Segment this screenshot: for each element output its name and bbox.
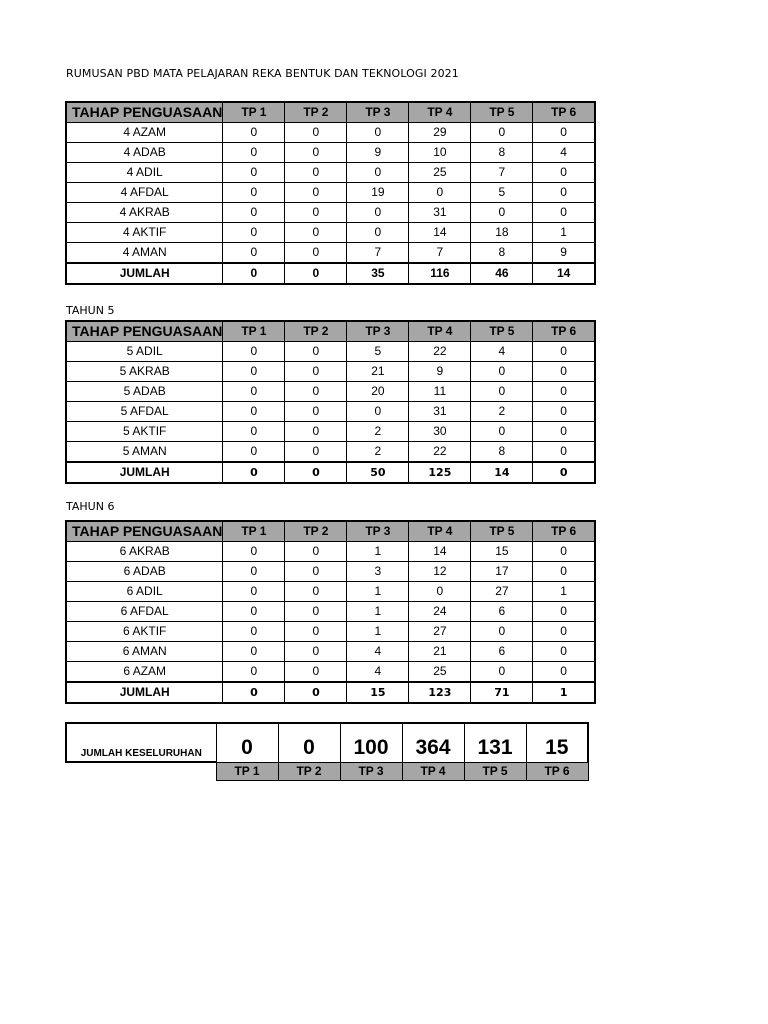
tp-count-cell: 17 — [471, 562, 533, 582]
tp-count-cell: 31 — [409, 402, 471, 422]
total-value-cell: 15 — [347, 682, 409, 703]
total-value-cell: 125 — [409, 462, 471, 483]
tp-count-cell: 2 — [347, 442, 409, 463]
header-tp5: TP 5 — [471, 521, 533, 542]
tp-count-cell: 0 — [223, 203, 285, 223]
class-name-cell: 6 ADIL — [66, 582, 223, 602]
total-value-cell: 0 — [533, 462, 595, 483]
tp-count-cell: 0 — [285, 123, 347, 143]
table-row — [66, 203, 595, 223]
header-tahap-penguasaan: TAHAP PENGUASAAN — [66, 102, 223, 123]
tp-count-cell: 4 — [347, 642, 409, 662]
summary-values-row — [66, 723, 588, 762]
summary-value-tp6: 15 — [526, 723, 588, 762]
table-row — [66, 642, 595, 662]
tp-count-cell: 4 — [347, 662, 409, 683]
tp-count-cell: 0 — [223, 662, 285, 683]
class-name-cell: 6 AKRAB — [66, 542, 223, 562]
summary-label: JUMLAH KESELURUHAN — [66, 723, 216, 762]
summary-value-tp2: 0 — [278, 723, 340, 762]
header-tp6: TP 6 — [533, 521, 595, 542]
class-name-cell: 5 AFDAL — [66, 402, 223, 422]
tp-count-cell: 0 — [223, 223, 285, 243]
class-name-cell: 4 ADAB — [66, 143, 223, 163]
tp-count-cell: 3 — [347, 562, 409, 582]
tp-count-cell: 0 — [285, 203, 347, 223]
summary-header-row — [66, 762, 588, 780]
header-tp3: TP 3 — [347, 521, 409, 542]
table-row — [66, 542, 595, 562]
class-name-cell: 4 ADIL — [66, 163, 223, 183]
table-row — [66, 243, 595, 264]
tp-count-cell: 0 — [471, 203, 533, 223]
tp-count-cell: 11 — [409, 382, 471, 402]
table-row — [66, 422, 595, 442]
summary-header-tp3: TP 3 — [340, 762, 402, 780]
tp-count-cell: 14 — [409, 542, 471, 562]
tp-count-cell: 0 — [533, 163, 595, 183]
summary-header-tp2: TP 2 — [278, 762, 340, 780]
tp-count-cell: 1 — [347, 602, 409, 622]
tp-count-cell: 21 — [409, 642, 471, 662]
header-tp1: TP 1 — [223, 521, 285, 542]
tp-count-cell: 1 — [533, 582, 595, 602]
class-name-cell: 5 ADIL — [66, 342, 223, 362]
summary-value-tp3: 100 — [340, 723, 402, 762]
tp-count-cell: 4 — [533, 143, 595, 163]
tp-count-cell: 0 — [223, 123, 285, 143]
header-tp6: TP 6 — [533, 102, 595, 123]
tp-count-cell: 0 — [223, 143, 285, 163]
class-name-cell: 4 AMAN — [66, 243, 223, 264]
tp-count-cell: 0 — [285, 442, 347, 463]
table-row — [66, 562, 595, 582]
total-label-cell: JUMLAH — [66, 263, 223, 284]
total-value-cell: 0 — [285, 263, 347, 284]
tp-count-cell: 0 — [533, 602, 595, 622]
section-label-tahun-5: TAHUN 5 — [66, 304, 115, 317]
tp-count-cell: 0 — [347, 223, 409, 243]
table-row — [66, 123, 595, 143]
table-row — [66, 382, 595, 402]
total-value-cell: 0 — [223, 263, 285, 284]
tp-count-cell: 0 — [223, 382, 285, 402]
table-row — [66, 183, 595, 203]
tp-count-cell: 0 — [223, 582, 285, 602]
header-tp6: TP 6 — [533, 321, 595, 342]
tp-count-cell: 0 — [533, 422, 595, 442]
class-name-cell: 6 ADAB — [66, 562, 223, 582]
total-value-cell: 14 — [471, 462, 533, 483]
tp-count-cell: 0 — [471, 362, 533, 382]
tp-count-cell: 0 — [285, 342, 347, 362]
header-tp3: TP 3 — [347, 102, 409, 123]
header-tp3: TP 3 — [347, 321, 409, 342]
total-value-cell: 50 — [347, 462, 409, 483]
total-value-cell: 35 — [347, 263, 409, 284]
tp-count-cell: 0 — [285, 662, 347, 683]
header-tp4: TP 4 — [409, 102, 471, 123]
tp-count-cell: 9 — [409, 362, 471, 382]
table-row — [66, 622, 595, 642]
tp-count-cell: 0 — [347, 163, 409, 183]
tp-count-cell: 24 — [409, 602, 471, 622]
class-name-cell: 6 AKTIF — [66, 622, 223, 642]
summary-header-tp6: TP 6 — [526, 762, 588, 780]
tp-count-cell: 0 — [533, 123, 595, 143]
tp-count-cell: 9 — [347, 143, 409, 163]
tp-count-cell: 7 — [471, 163, 533, 183]
table-tahun-6 — [65, 520, 596, 704]
tp-count-cell: 6 — [471, 602, 533, 622]
tp-count-cell: 22 — [409, 342, 471, 362]
tp-count-cell: 0 — [533, 183, 595, 203]
summary-value-tp1: 0 — [216, 723, 278, 762]
tp-count-cell: 0 — [223, 642, 285, 662]
tp-count-cell: 0 — [223, 442, 285, 463]
total-row — [66, 263, 595, 284]
tp-count-cell: 8 — [471, 143, 533, 163]
header-tp4: TP 4 — [409, 321, 471, 342]
tp-count-cell: 1 — [347, 582, 409, 602]
tp-count-cell: 0 — [285, 382, 347, 402]
table-row — [66, 662, 595, 683]
tp-count-cell: 0 — [223, 183, 285, 203]
class-name-cell: 5 ADAB — [66, 382, 223, 402]
tp-count-cell: 27 — [471, 582, 533, 602]
table-header-row — [66, 521, 595, 542]
tp-count-cell: 0 — [533, 642, 595, 662]
total-label-cell: JUMLAH — [66, 462, 223, 483]
tp-count-cell: 19 — [347, 183, 409, 203]
tp-count-cell: 0 — [285, 642, 347, 662]
tp-count-cell: 0 — [223, 402, 285, 422]
tp-count-cell: 0 — [285, 223, 347, 243]
tp-count-cell: 0 — [533, 362, 595, 382]
tp-count-cell: 6 — [471, 642, 533, 662]
tp-count-cell: 1 — [347, 622, 409, 642]
table-jumlah-keseluruhan — [65, 722, 589, 781]
tp-count-cell: 0 — [223, 602, 285, 622]
table-header-row — [66, 102, 595, 123]
tp-count-cell: 0 — [285, 183, 347, 203]
tp-count-cell: 0 — [223, 562, 285, 582]
summary-value-tp5: 131 — [464, 723, 526, 762]
table-row — [66, 163, 595, 183]
tp-count-cell: 0 — [533, 382, 595, 402]
total-value-cell: 1 — [533, 682, 595, 703]
tp-count-cell: 2 — [347, 422, 409, 442]
tp-count-cell: 0 — [409, 183, 471, 203]
tp-count-cell: 0 — [285, 542, 347, 562]
tp-count-cell: 0 — [285, 422, 347, 442]
tp-count-cell: 0 — [533, 622, 595, 642]
class-name-cell: 5 AKTIF — [66, 422, 223, 442]
table-row — [66, 602, 595, 622]
tp-count-cell: 9 — [533, 243, 595, 264]
class-name-cell: 6 AFDAL — [66, 602, 223, 622]
tp-count-cell: 0 — [471, 382, 533, 402]
page-title: RUMUSAN PBD MATA PELAJARAN REKA BENTUK DAN TEKNOLOGI 2021 — [66, 67, 459, 80]
class-name-cell: 6 AMAN — [66, 642, 223, 662]
tp-count-cell: 5 — [347, 342, 409, 362]
tp-count-cell: 5 — [471, 183, 533, 203]
tp-count-cell: 0 — [347, 123, 409, 143]
total-value-cell: 0 — [285, 682, 347, 703]
tp-count-cell: 0 — [533, 562, 595, 582]
summary-header-tp1: TP 1 — [216, 762, 278, 780]
tp-count-cell: 0 — [533, 203, 595, 223]
tp-count-cell: 0 — [471, 123, 533, 143]
class-name-cell: 4 AFDAL — [66, 183, 223, 203]
table-row — [66, 402, 595, 422]
tp-count-cell: 0 — [533, 442, 595, 463]
tp-count-cell: 14 — [409, 223, 471, 243]
class-name-cell: 5 AKRAB — [66, 362, 223, 382]
tp-count-cell: 0 — [285, 582, 347, 602]
tp-count-cell: 0 — [409, 582, 471, 602]
total-value-cell: 116 — [409, 263, 471, 284]
header-tp1: TP 1 — [223, 321, 285, 342]
tp-count-cell: 7 — [347, 243, 409, 264]
table-row — [66, 143, 595, 163]
tp-count-cell: 10 — [409, 143, 471, 163]
table-tahun-5 — [65, 320, 596, 484]
total-value-cell: 46 — [471, 263, 533, 284]
header-tp2: TP 2 — [285, 321, 347, 342]
table-row — [66, 582, 595, 602]
tp-count-cell: 0 — [347, 203, 409, 223]
tp-count-cell: 0 — [223, 362, 285, 382]
total-value-cell: 0 — [223, 682, 285, 703]
tp-count-cell: 0 — [223, 243, 285, 264]
tp-count-cell: 1 — [347, 542, 409, 562]
tp-count-cell: 0 — [347, 402, 409, 422]
tp-count-cell: 0 — [471, 422, 533, 442]
class-name-cell: 4 AKTIF — [66, 223, 223, 243]
tp-count-cell: 0 — [471, 662, 533, 683]
tp-count-cell: 8 — [471, 442, 533, 463]
header-tp4: TP 4 — [409, 521, 471, 542]
tp-count-cell: 0 — [285, 562, 347, 582]
section-label-tahun-6: TAHUN 6 — [66, 500, 115, 513]
tp-count-cell: 25 — [409, 163, 471, 183]
total-row — [66, 462, 595, 483]
summary-header-tp4: TP 4 — [402, 762, 464, 780]
tp-count-cell: 0 — [223, 622, 285, 642]
tp-count-cell: 0 — [533, 402, 595, 422]
tp-count-cell: 0 — [223, 542, 285, 562]
tp-count-cell: 18 — [471, 223, 533, 243]
table-tahun-4 — [65, 101, 596, 285]
tp-count-cell: 0 — [223, 163, 285, 183]
tp-count-cell: 27 — [409, 622, 471, 642]
tp-count-cell: 0 — [285, 602, 347, 622]
tp-count-cell: 31 — [409, 203, 471, 223]
class-name-cell: 4 AZAM — [66, 123, 223, 143]
header-tahap-penguasaan: TAHAP PENGUASAAN — [66, 321, 223, 342]
class-name-cell: 6 AZAM — [66, 662, 223, 683]
table-row — [66, 362, 595, 382]
total-value-cell: 14 — [533, 263, 595, 284]
tp-count-cell: 15 — [471, 542, 533, 562]
tp-count-cell: 0 — [533, 542, 595, 562]
tp-count-cell: 4 — [471, 342, 533, 362]
tp-count-cell: 21 — [347, 362, 409, 382]
tp-count-cell: 0 — [285, 402, 347, 422]
tp-count-cell: 22 — [409, 442, 471, 463]
tp-count-cell: 1 — [533, 223, 595, 243]
tp-count-cell: 20 — [347, 382, 409, 402]
header-tp1: TP 1 — [223, 102, 285, 123]
total-row — [66, 682, 595, 703]
header-tp5: TP 5 — [471, 102, 533, 123]
tp-count-cell: 0 — [285, 143, 347, 163]
tp-count-cell: 0 — [223, 342, 285, 362]
class-name-cell: 4 AKRAB — [66, 203, 223, 223]
tp-count-cell: 8 — [471, 243, 533, 264]
tp-count-cell: 0 — [533, 662, 595, 683]
total-value-cell: 0 — [285, 462, 347, 483]
tp-count-cell: 0 — [285, 163, 347, 183]
class-name-cell: 5 AMAN — [66, 442, 223, 463]
tp-count-cell: 2 — [471, 402, 533, 422]
tp-count-cell: 0 — [285, 362, 347, 382]
summary-blank-cell — [66, 762, 216, 780]
header-tahap-penguasaan: TAHAP PENGUASAAN — [66, 521, 223, 542]
header-tp5: TP 5 — [471, 321, 533, 342]
tp-count-cell: 0 — [533, 342, 595, 362]
tp-count-cell: 7 — [409, 243, 471, 264]
table-header-row — [66, 321, 595, 342]
tp-count-cell: 30 — [409, 422, 471, 442]
header-tp2: TP 2 — [285, 521, 347, 542]
table-row — [66, 442, 595, 463]
tp-count-cell: 0 — [285, 243, 347, 264]
tp-count-cell: 25 — [409, 662, 471, 683]
header-tp2: TP 2 — [285, 102, 347, 123]
tp-count-cell: 0 — [223, 422, 285, 442]
total-value-cell: 123 — [409, 682, 471, 703]
table-row — [66, 223, 595, 243]
table-row — [66, 342, 595, 362]
total-value-cell: 71 — [471, 682, 533, 703]
total-label-cell: JUMLAH — [66, 682, 223, 703]
total-value-cell: 0 — [223, 462, 285, 483]
tp-count-cell: 12 — [409, 562, 471, 582]
tp-count-cell: 29 — [409, 123, 471, 143]
summary-header-tp5: TP 5 — [464, 762, 526, 780]
tp-count-cell: 0 — [471, 622, 533, 642]
summary-value-tp4: 364 — [402, 723, 464, 762]
tp-count-cell: 0 — [285, 622, 347, 642]
